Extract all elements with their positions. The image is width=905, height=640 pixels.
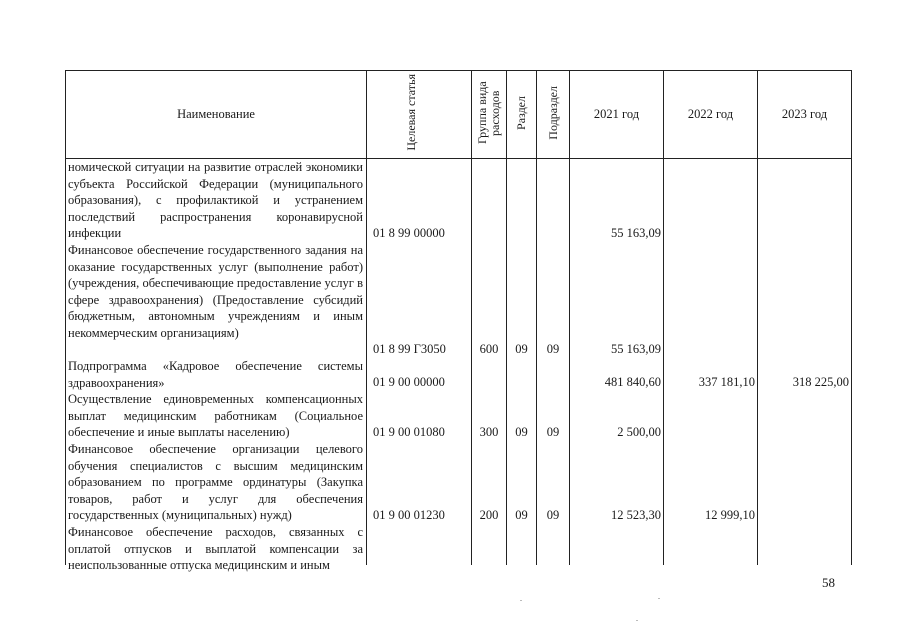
row-2023-3: 318 225,00: [792, 375, 849, 389]
row-name-4: Осуществление единовременных компенсационных выплат медицинским работникам (Социальное обеспечение и иные выплаты населению): [68, 392, 363, 440]
code-column: [367, 159, 472, 566]
row-code-1: 01 8 99 00000: [373, 226, 445, 240]
row-2021-2: 55 163,09: [611, 342, 661, 356]
row-section-4: 09: [515, 425, 528, 439]
table-header-row: [66, 71, 852, 159]
scan-speck: [658, 598, 660, 599]
row-2022-3: 337 181,10: [698, 375, 755, 389]
section-column: [507, 159, 537, 566]
scan-speck: [520, 600, 522, 601]
row-code-2: 01 8 99 Г3050: [373, 342, 446, 356]
row-section-2: 09: [515, 342, 528, 356]
row-2021-5: 12 523,30: [611, 508, 661, 522]
row-section-5: 09: [515, 508, 528, 522]
header-2021: 2021 год: [570, 71, 664, 159]
row-code-3: 01 9 00 00000: [373, 375, 445, 389]
y2023-column: [758, 159, 852, 566]
budget-table: [65, 70, 852, 573]
header-section-label: Раздел: [514, 95, 528, 130]
header-code: [367, 71, 472, 159]
name-column: [66, 159, 367, 573]
row-2022-5: 12 999,10: [705, 508, 755, 522]
row-name-1: номической ситуации на развитие отраслей экономики субъекта Российской Федерации (муниципального образования), с профилактикой и устранением последствий распространения коронавирусной инфекции: [68, 160, 363, 241]
row-name-5: Финансовое обеспечение организации целевого обучения специалистов с высшим медицинским образованием по программе ординатуры (Закупка товаров, работ и услуг для обеспечения государственных (муниципальных) нужд): [68, 442, 363, 523]
header-subsection: [537, 71, 570, 159]
row-group-2: 600: [479, 342, 499, 356]
table-body-row: [66, 159, 852, 566]
header-group-label: Группа вида расходов: [475, 81, 502, 144]
scan-speck: [636, 620, 638, 621]
row-name-3: Подпрограмма «Кадровое обеспечение системы здравоохранения»: [68, 359, 363, 390]
header-code-label: Целевая статья: [404, 74, 418, 151]
row-code-5: 01 9 00 01230: [373, 508, 445, 522]
header-name: Наименование: [66, 71, 367, 159]
row-code-4: 01 9 00 01080: [373, 425, 445, 439]
row-2021-4: 2 500,00: [617, 425, 661, 439]
header-2022: 2022 год: [664, 71, 758, 159]
header-group: [472, 71, 507, 159]
row-group-4: 300: [479, 425, 499, 439]
row-2021-3: 481 840,60: [604, 375, 661, 389]
header-subsection-label: Подраздел: [545, 85, 560, 140]
header-section: [507, 71, 537, 159]
y2021-column: [570, 159, 664, 566]
row-subsection-2: 09: [546, 342, 560, 356]
page-number: 58: [822, 575, 835, 590]
subsection-column: [537, 159, 570, 566]
header-2023: 2023 год: [758, 71, 852, 159]
row-group-5: 200: [479, 508, 499, 522]
row-name-2: Финансовое обеспечение государственного задания на оказание государственных услуг (выполнение работ) (учреждения, обеспечивающие предоставление услуг в сфере здравоохранения) (Предоставление субсидий бюджетным, автономным учреждениям и иным некоммерческим организациям): [68, 243, 363, 340]
y2022-column: [664, 159, 758, 566]
row-subsection-4: 09: [546, 425, 560, 439]
row-subsection-5: 09: [546, 508, 560, 522]
row-2021-1: 55 163,09: [611, 226, 661, 240]
group-column: [472, 159, 507, 566]
row-name-6: Финансовое обеспечение расходов, связанных с оплатой отпусков и выплатой компенсации за неиспользованные отпуска медицинским и иным: [68, 525, 363, 573]
